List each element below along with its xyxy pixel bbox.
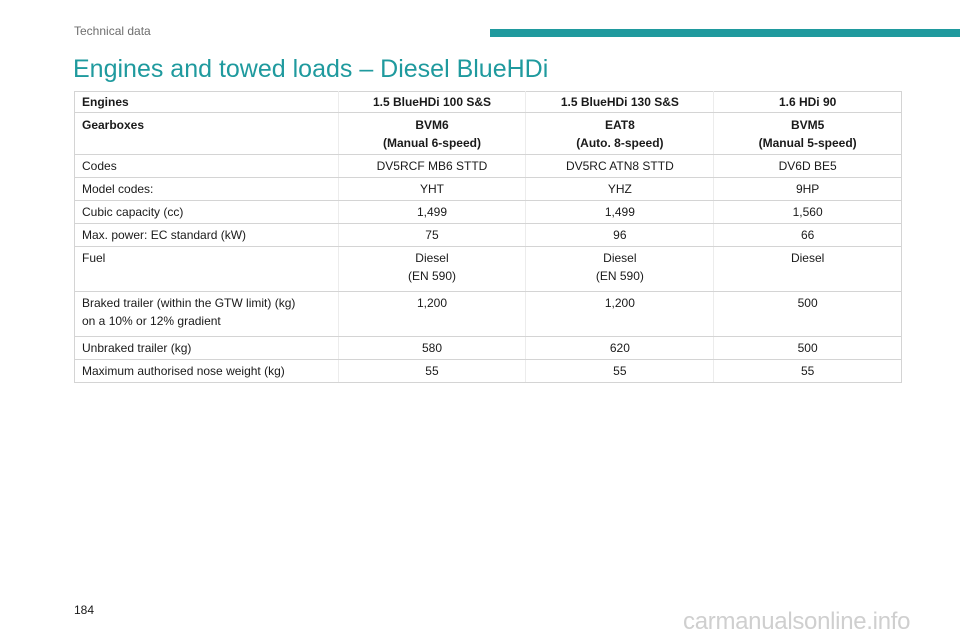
table-cell: YHT — [338, 178, 526, 201]
row-label: Unbraked trailer (kg) — [75, 337, 339, 360]
table-cell: DV6D BE5 — [714, 155, 902, 178]
section-label: Technical data — [74, 24, 151, 38]
page-title: Engines and towed loads – Diesel BlueHDi — [73, 55, 549, 83]
row-label-gearboxes: Gearboxes — [75, 113, 339, 155]
fuel-type: Diesel — [415, 251, 449, 265]
table-cell: 1,499 — [338, 201, 526, 224]
table-row — [75, 224, 902, 247]
table-cell: 1,499 — [526, 201, 714, 224]
table-cell: 55 — [714, 360, 902, 383]
row-label-fuel: Fuel — [75, 247, 339, 292]
row-label-braked-trailer — [75, 292, 339, 337]
fuel-cell — [338, 247, 526, 292]
watermark-logo: carmanualsonline.info — [683, 608, 911, 635]
fuel-standard: (EN 590) — [407, 269, 456, 283]
table-row — [75, 360, 902, 383]
table-cell: DV5RCF MB6 STTD — [338, 155, 526, 178]
table-row — [75, 155, 902, 178]
braked-label-line2: on a 10% or 12% gradient — [82, 314, 221, 328]
table-row — [75, 178, 902, 201]
gearbox-code: BVM5 — [790, 118, 825, 132]
gearbox-code: EAT8 — [604, 118, 635, 132]
fuel-cell — [714, 247, 902, 292]
fuel-type: Diesel — [790, 251, 825, 265]
gearbox-code: BVM6 — [415, 118, 449, 132]
table-cell: 500 — [714, 337, 902, 360]
table-row-gearboxes — [75, 113, 902, 155]
fuel-standard: (EN 590) — [595, 269, 644, 283]
table-row-fuel — [75, 247, 902, 292]
table-cell: 500 — [714, 292, 902, 337]
row-label: Codes — [75, 155, 339, 178]
table-cell: 66 — [714, 224, 902, 247]
table-cell: 1,560 — [714, 201, 902, 224]
table-cell: 1,200 — [338, 292, 526, 337]
table-cell: 580 — [338, 337, 526, 360]
header-accent-bar — [490, 29, 960, 37]
header-engines: Engines — [75, 92, 339, 113]
page-number: 184 — [74, 603, 95, 617]
fuel-type: Diesel — [603, 251, 637, 265]
gearbox-cell — [338, 113, 526, 155]
gearbox-desc: (Manual 5-speed) — [758, 136, 857, 150]
fuel-cell — [526, 247, 714, 292]
table-row — [75, 201, 902, 224]
table-header-row — [75, 92, 902, 113]
table-cell: DV5RC ATN8 STTD — [526, 155, 714, 178]
row-label: Cubic capacity (cc) — [75, 201, 339, 224]
row-label: Max. power: EC standard (kW) — [75, 224, 339, 247]
engine-spec-table — [74, 91, 902, 383]
table-cell: 96 — [526, 224, 714, 247]
table-cell: 1,200 — [526, 292, 714, 337]
table-cell: 620 — [526, 337, 714, 360]
row-label: Maximum authorised nose weight (kg) — [75, 360, 339, 383]
gearbox-cell — [714, 113, 902, 155]
table-cell: 9HP — [714, 178, 902, 201]
table-cell: 75 — [338, 224, 526, 247]
table-row-braked-trailer — [75, 292, 902, 337]
gearbox-desc: (Auto. 8-speed) — [576, 136, 664, 150]
header-engine-hdi90: 1.6 HDi 90 — [714, 92, 902, 113]
table-cell: YHZ — [526, 178, 714, 201]
gearbox-cell — [526, 113, 714, 155]
braked-label-line1: Braked trailer (within the GTW limit) (kg) — [82, 296, 296, 310]
table-cell: 55 — [338, 360, 526, 383]
table-cell: 55 — [526, 360, 714, 383]
table-row — [75, 337, 902, 360]
gearbox-desc: (Manual 6-speed) — [382, 136, 481, 150]
header-engine-130: 1.5 BlueHDi 130 S&S — [526, 92, 714, 113]
row-label: Model codes: — [75, 178, 339, 201]
header-engine-100: 1.5 BlueHDi 100 S&S — [338, 92, 526, 113]
